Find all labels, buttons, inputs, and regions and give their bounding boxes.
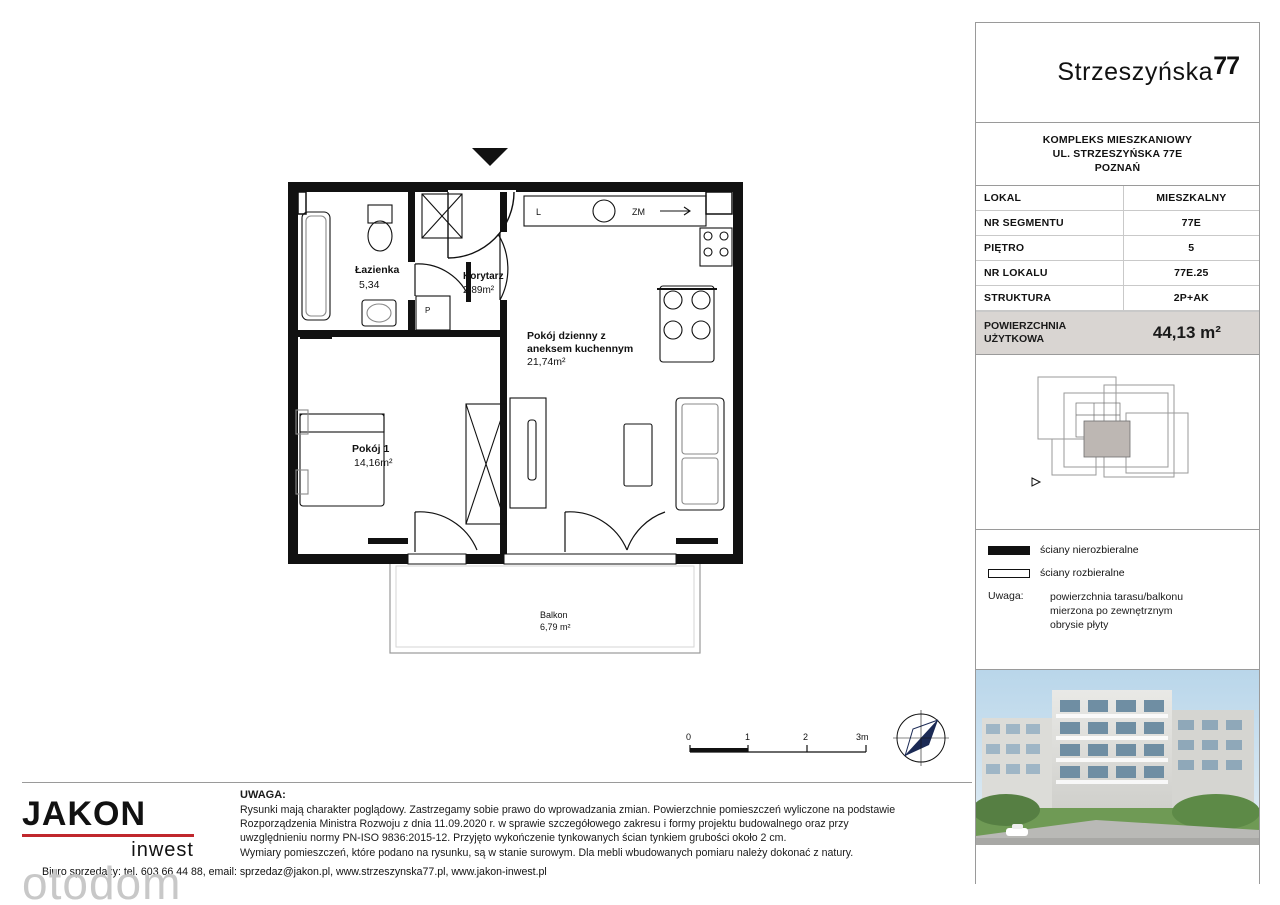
legend-note-line1: powierzchnia tarasu/balkonu [1050, 591, 1184, 603]
north-arrow [893, 710, 949, 766]
brand-title [1057, 52, 1239, 87]
area-label-line2: UŻYTKOWA [984, 333, 1045, 345]
spec-value-struktura: 2P+AK [1173, 292, 1209, 304]
legend-label-solid: ściany nierozbieralne [1040, 544, 1139, 556]
spec-value-pietro: 5 [1188, 242, 1195, 254]
brand-block [976, 23, 1259, 123]
brand-number: 77 [1213, 52, 1239, 80]
logo-wordmark: JAKON [22, 795, 147, 833]
kitchen-label-zm: ZM [632, 207, 645, 217]
table-row [976, 236, 1259, 261]
label-pokoj1-area: 14,16m² [354, 457, 393, 469]
contact-line: Biuro sprzedaży: tel. 603 66 44 88, email: sprzedaz@jakon.pl, www.strzeszynska77.pl, www.jakon-inwest.pl [42, 866, 547, 878]
area-value: 44,13 m² [1152, 323, 1221, 342]
table-row [976, 211, 1259, 236]
label-balkon: Balkon [540, 610, 568, 620]
label-korytarz: Korytarz [463, 271, 504, 282]
bedroom-doors [415, 512, 665, 552]
spec-label-lokal: LOKAL [976, 186, 1123, 211]
disclaimer-line-1: Rysunki mają charakter poglądowy. Zastrzegamy sobie prawo do wprowadzania zmian. Powierzchnie pomieszczeń wyliczone na podstawie [240, 804, 896, 816]
jakon-logo [22, 797, 212, 862]
disclaimer-line-4: Wymiary pomieszczeń, które podano na rysunku, są w stanie surowym. Dla mebli wbudowanych pomiaru należy dokonać z natury. [240, 846, 854, 859]
complex-line-1: KOMPLEKS MIESZKANIOWY [1042, 134, 1193, 146]
svg-text:0: 0 [686, 732, 692, 742]
table-row [976, 261, 1259, 286]
table-row [976, 286, 1259, 311]
legend-note-line3: obrysie płyty [1050, 619, 1109, 631]
building-photo [976, 670, 1259, 845]
balcony-group [390, 560, 700, 653]
entry-arrow [472, 148, 508, 166]
area-row [976, 311, 1259, 355]
spec-label-pietro: PIĘTRO [976, 236, 1123, 261]
label-lazienka-area: 5,34 [359, 279, 380, 291]
brand-name: Strzeszyńska [1057, 58, 1214, 86]
label-salon-1: Pokój dzienny z [527, 330, 606, 342]
legend-note-body [1050, 590, 1183, 632]
area-label [984, 320, 1123, 346]
logo-rule [22, 834, 194, 837]
area-label-line1: POWIERZCHNIA [984, 320, 1067, 332]
spec-table [976, 186, 1259, 311]
complex-line-3: POZNAŃ [1094, 162, 1141, 174]
legend-row-hollow [988, 567, 1247, 579]
legend [976, 530, 1259, 670]
scale-bar [686, 732, 869, 752]
disclaimer-line-3: uwzględnieniu normy PN-ISO 9836:2015-12. Przyjęto wykończenie tynkowanych ścian tynkiem grubości około 2 cm. [240, 832, 787, 845]
living-door [498, 232, 508, 300]
radiator-bath [300, 334, 332, 339]
svg-text:2: 2 [803, 732, 809, 742]
complex-line-2: UL. STRZESZYŃSKA 77E [1052, 148, 1183, 160]
washer-label: P [425, 306, 431, 315]
keyplan-arrow [1032, 478, 1040, 486]
disclaimer-title: UWAGA: [240, 789, 286, 801]
removable-wall-swatch [988, 569, 1030, 578]
table-row [976, 186, 1259, 211]
legend-label-hollow: ściany rozbieralne [1040, 567, 1125, 579]
bathroom-fixtures [302, 194, 462, 330]
walls-structural [288, 182, 743, 564]
spec-value-nrlokalu: 77E.25 [1174, 267, 1209, 279]
highlighted-unit [1084, 421, 1130, 457]
spec-label-segment: NR SEGMENTU [976, 211, 1123, 236]
windows [408, 554, 676, 564]
watermark: otodom [22, 857, 182, 905]
spec-value-lokal: MIESZKALNY [1156, 192, 1227, 204]
legend-note [988, 590, 1247, 632]
spec-label-struktura: STRUKTURA [976, 286, 1123, 311]
svg-text:1: 1 [745, 732, 751, 742]
spec-value-segment: 77E [1181, 217, 1201, 229]
label-balkon-area: 6,79 m² [540, 622, 571, 632]
solid-wall-swatch [988, 546, 1030, 555]
info-panel [975, 22, 1260, 884]
dining-set [657, 286, 717, 362]
svg-text:3m: 3m [856, 732, 869, 742]
logo-subtitle: inwest [131, 839, 194, 861]
disclaimer-block [240, 789, 980, 860]
wardrobe [466, 398, 546, 524]
disclaimer-line-2: Rozporządzenia Ministra Rozwoju z dnia 11.09.2020 r. w sprawie szczegółowego zakresu i formy projektu budowalnego oraz przy [240, 818, 849, 831]
kitchen [524, 196, 732, 266]
complex-block [976, 123, 1259, 186]
spec-label-nrlokalu: NR LOKALU [976, 261, 1123, 286]
kitchen-label-l: L [536, 207, 542, 217]
key-plan [976, 355, 1259, 530]
legend-note-label: Uwaga: [988, 590, 1024, 602]
living-furniture [624, 398, 724, 510]
label-korytarz-area: 2,89m² [463, 285, 495, 296]
label-pokoj1: Pokój 1 [352, 443, 390, 455]
legend-row-solid [988, 544, 1247, 556]
label-salon-2: aneksem kuchennym [527, 343, 634, 355]
window-sill-marks [368, 538, 718, 544]
label-lazienka: Łazienka [355, 264, 400, 276]
label-salon-area: 21,74m² [527, 356, 566, 368]
legend-note-line2: mierzona po zewnętrznym [1050, 605, 1173, 617]
